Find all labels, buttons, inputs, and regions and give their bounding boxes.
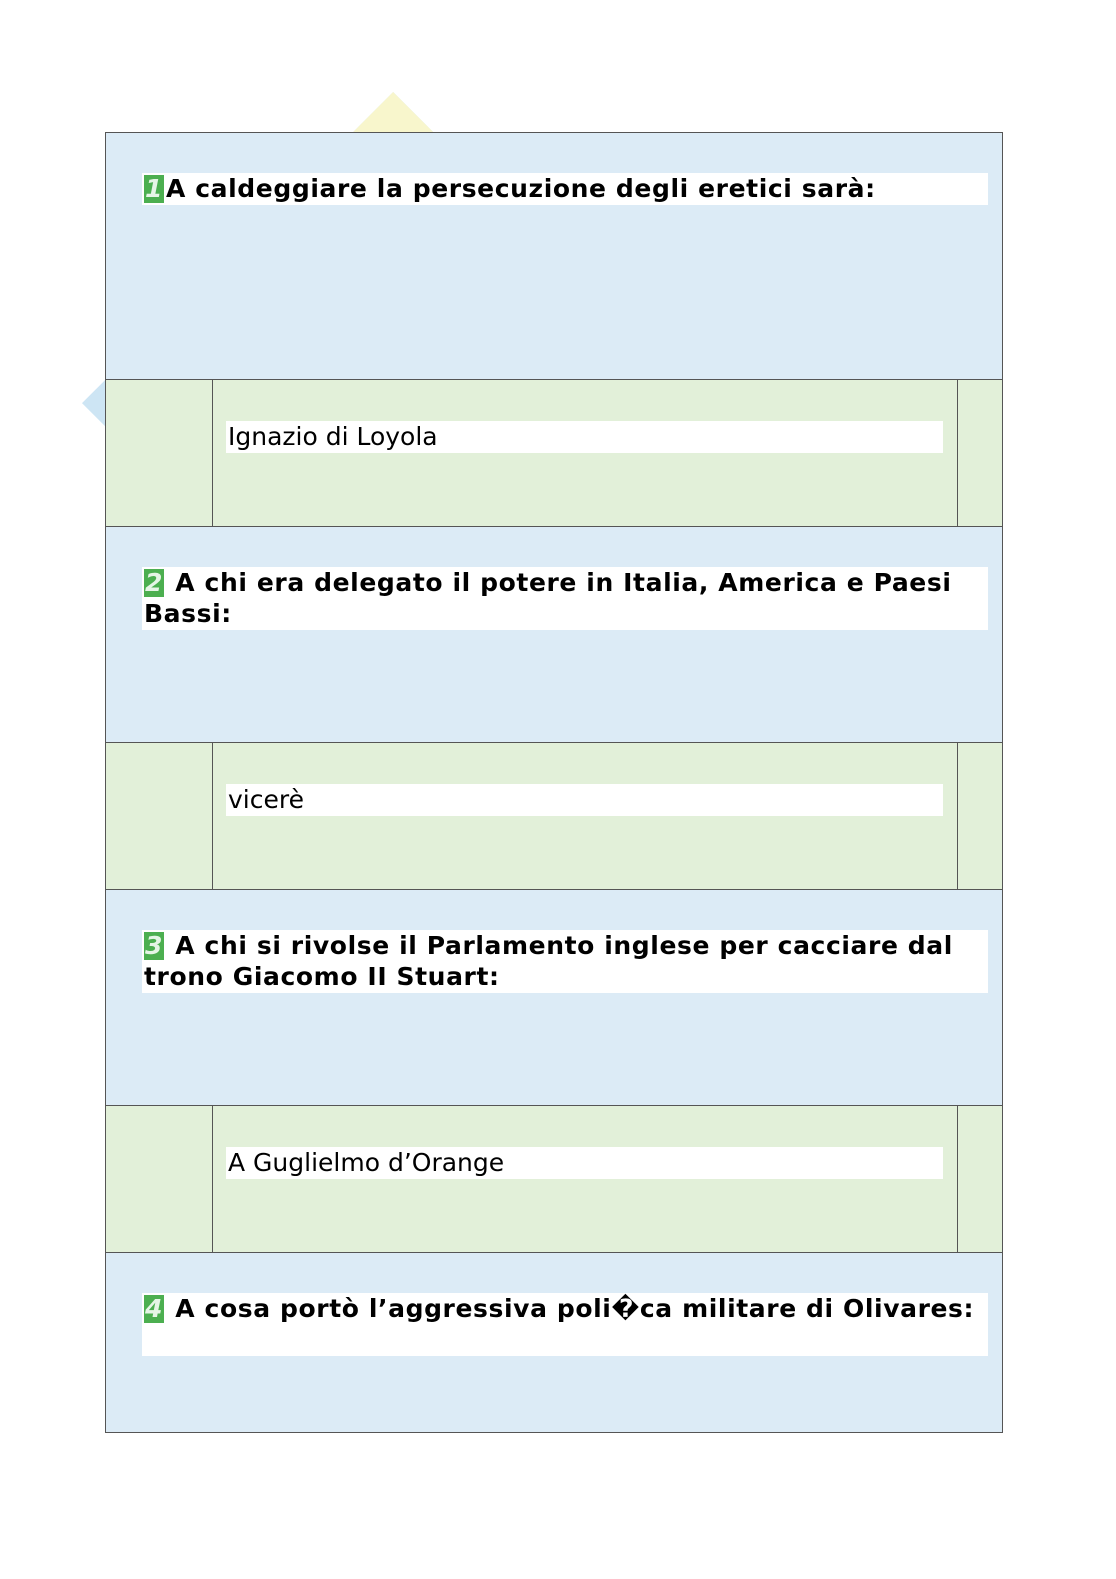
question-text xyxy=(142,930,988,993)
answer-divider xyxy=(212,1106,213,1252)
question-label: A chi era delegato il potere in Italia, America e Paesi Bassi: xyxy=(144,568,952,628)
answer-block xyxy=(106,380,1002,527)
question-number: 4 xyxy=(145,1294,163,1323)
question-label: A chi si rivolse il Parlamento inglese per cacciare dal trono Giacomo II Stuart: xyxy=(144,931,953,991)
answer-block xyxy=(106,743,1002,890)
question-number: 3 xyxy=(145,931,163,960)
question-text xyxy=(142,1293,988,1356)
quiz-sheet xyxy=(105,132,1003,1433)
question-number: 2 xyxy=(145,568,163,597)
answer-text: A Guglielmo d’Orange xyxy=(226,1147,943,1179)
answer-divider xyxy=(212,743,213,889)
question-label: A cosa portò l’aggressiva poli�ca militare di Olivares: xyxy=(166,1294,975,1323)
question-block xyxy=(106,1253,1002,1432)
question-number: 1 xyxy=(145,174,163,203)
question-block xyxy=(106,527,1002,743)
answer-divider xyxy=(957,743,958,889)
question-block xyxy=(106,133,1002,380)
question-block xyxy=(106,890,1002,1106)
question-text xyxy=(142,173,988,205)
answer-text: Ignazio di Loyola xyxy=(226,421,943,453)
answer-text: vicerè xyxy=(226,784,943,816)
question-text xyxy=(142,567,988,630)
answer-divider xyxy=(957,1106,958,1252)
answer-block xyxy=(106,1106,1002,1253)
question-label: A caldeggiare la persecuzione degli eretici sarà: xyxy=(166,174,876,203)
answer-divider xyxy=(957,380,958,526)
answer-divider xyxy=(212,380,213,526)
